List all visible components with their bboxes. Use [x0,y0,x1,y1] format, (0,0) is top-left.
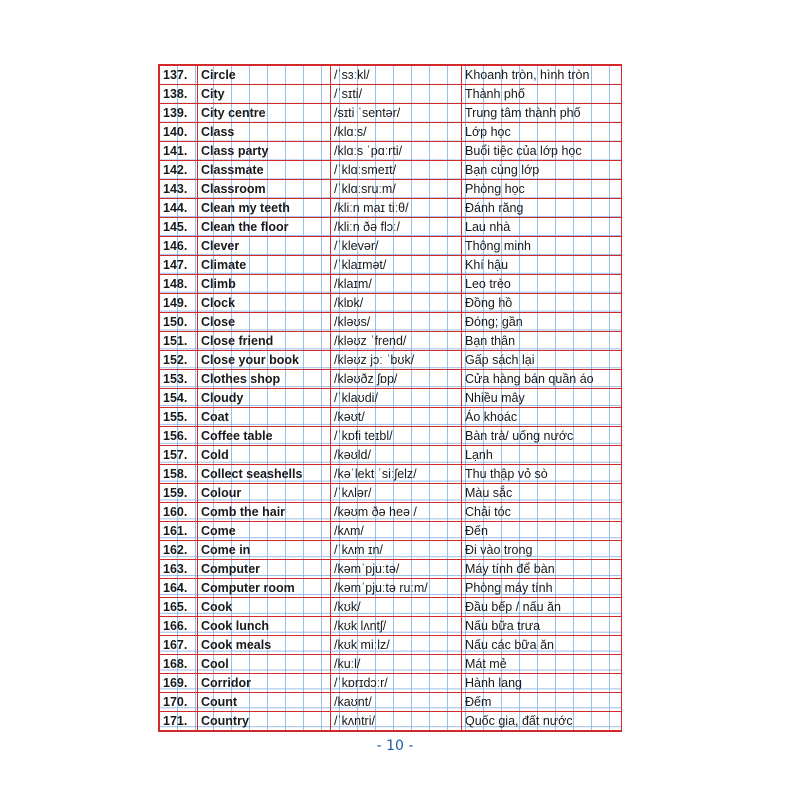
table-row [160,142,622,161]
entry-ipa: /kləʊz ˈfrend/ [331,332,462,351]
entry-word: Climb [198,275,331,294]
entry-number: 166. [160,617,198,636]
entry-word: Clean my teeth [198,199,331,218]
table-row [160,712,622,731]
entry-number: 138. [160,85,198,104]
entry-ipa: /klaɪm/ [331,275,462,294]
table-row [160,351,622,370]
entry-ipa: /kəʊt/ [331,408,462,427]
entry-word: Come in [198,541,331,560]
entry-number: 147. [160,256,198,275]
entry-meaning: Nấu bữa trưa [462,617,622,636]
entry-meaning: Nhiều mây [462,389,622,408]
vocabulary-table-body [160,66,622,731]
entry-ipa: /ˈklɑːsruːm/ [331,180,462,199]
entry-meaning: Leo trèo [462,275,622,294]
entry-word: Computer room [198,579,331,598]
entry-meaning: Phòng học [462,180,622,199]
entry-number: 154. [160,389,198,408]
table-row [160,370,622,389]
entry-number: 144. [160,199,198,218]
entry-number: 141. [160,142,198,161]
entry-word: Class [198,123,331,142]
entry-number: 150. [160,313,198,332]
entry-meaning: Khoanh tròn, hình tròn [462,66,622,85]
entry-number: 156. [160,427,198,446]
entry-ipa: /ˈkɒrɪdɔːr/ [331,674,462,693]
entry-number: 148. [160,275,198,294]
entry-number: 164. [160,579,198,598]
entry-meaning: Áo khoác [462,408,622,427]
entry-ipa: /ˈsɜːkl/ [331,66,462,85]
entry-word: Cold [198,446,331,465]
entry-ipa: /kləʊz jɔː ˈbʊk/ [331,351,462,370]
entry-number: 159. [160,484,198,503]
entry-word: City centre [198,104,331,123]
entry-meaning: Đếm [462,693,622,712]
table-row [160,446,622,465]
entry-ipa: /kʊk lʌntʃ/ [331,617,462,636]
entry-number: 140. [160,123,198,142]
table-row [160,161,622,180]
entry-word: Climate [198,256,331,275]
entry-word: Collect seashells [198,465,331,484]
table-row [160,180,622,199]
entry-number: 168. [160,655,198,674]
entry-word: Close [198,313,331,332]
entry-ipa: /klɑːs ˈpɑːrti/ [331,142,462,161]
entry-word: Colour [198,484,331,503]
entry-word: Count [198,693,331,712]
table-row [160,617,622,636]
entry-meaning: Đồng hồ [462,294,622,313]
table-row [160,503,622,522]
entry-word: Clean the floor [198,218,331,237]
entry-word: Close friend [198,332,331,351]
entry-number: 137. [160,66,198,85]
table-row [160,389,622,408]
table-row [160,655,622,674]
entry-ipa: /kʌm/ [331,522,462,541]
entry-ipa: /ˈklɑːsmeɪt/ [331,161,462,180]
table-row [160,408,622,427]
entry-ipa: /kʊk/ [331,598,462,617]
entry-ipa: /ˈkʌm ɪn/ [331,541,462,560]
entry-number: 157. [160,446,198,465]
entry-word: Circle [198,66,331,85]
entry-meaning: Gấp sách lại [462,351,622,370]
entry-meaning: Bạn cùng lớp [462,161,622,180]
table-row [160,275,622,294]
entry-number: 149. [160,294,198,313]
entry-meaning: Đi vào trong [462,541,622,560]
entry-meaning: Nấu các bữa ăn [462,636,622,655]
entry-number: 163. [160,560,198,579]
entry-meaning: Lớp học [462,123,622,142]
entry-ipa: /ˈsɪti/ [331,85,462,104]
entry-word: Corridor [198,674,331,693]
entry-word: Cook meals [198,636,331,655]
entry-word: Come [198,522,331,541]
entry-meaning: Đánh răng [462,199,622,218]
entry-meaning: Cửa hàng bán quần áo [462,370,622,389]
entry-number: 162. [160,541,198,560]
entry-word: Classroom [198,180,331,199]
table-row [160,484,622,503]
entry-meaning: Màu sắc [462,484,622,503]
table-row [160,218,622,237]
entry-meaning: Chải tóc [462,503,622,522]
table-row [160,427,622,446]
entry-meaning: Phòng máy tính [462,579,622,598]
entry-number: 169. [160,674,198,693]
table-row [160,465,622,484]
entry-number: 152. [160,351,198,370]
entry-number: 142. [160,161,198,180]
entry-meaning: Máy tính để bàn [462,560,622,579]
entry-word: Comb the hair [198,503,331,522]
entry-word: Classmate [198,161,331,180]
entry-number: 161. [160,522,198,541]
entry-meaning: Khí hậu [462,256,622,275]
entry-meaning: Đến [462,522,622,541]
table-row [160,199,622,218]
entry-number: 139. [160,104,198,123]
table-row [160,636,622,655]
entry-number: 151. [160,332,198,351]
entry-number: 165. [160,598,198,617]
table-row [160,66,622,85]
entry-word: Clever [198,237,331,256]
entry-ipa: /kaʊnt/ [331,693,462,712]
entry-meaning: Buổi tiệc của lớp học [462,142,622,161]
entry-word: Coat [198,408,331,427]
table-row [160,674,622,693]
entry-meaning: Thu thập vỏ sò [462,465,622,484]
entry-meaning: Thông minh [462,237,622,256]
table-row [160,85,622,104]
table-row [160,294,622,313]
table-row [160,123,622,142]
entry-ipa: /kləʊðz ʃɒp/ [331,370,462,389]
entry-ipa: /kuːl/ [331,655,462,674]
entry-word: Close your book [198,351,331,370]
entry-meaning: Bàn trà/ uống nước [462,427,622,446]
entry-ipa: /kliːn ðə flɔː/ [331,218,462,237]
entry-ipa: /ˈklaɪmət/ [331,256,462,275]
entry-meaning: Mát mẻ [462,655,622,674]
entry-ipa: /kəmˈpjuːtə/ [331,560,462,579]
entry-meaning: Trung tâm thành phố [462,104,622,123]
entry-number: 146. [160,237,198,256]
entry-word: Cook [198,598,331,617]
entry-ipa: /kəˈlekt ˈsiːʃelz/ [331,465,462,484]
entry-word: Cool [198,655,331,674]
entry-meaning: Đầu bếp / nấu ăn [462,598,622,617]
entry-meaning: Lạnh [462,446,622,465]
table-row [160,579,622,598]
entry-number: 158. [160,465,198,484]
entry-word: Cloudy [198,389,331,408]
entry-number: 170. [160,693,198,712]
entry-number: 155. [160,408,198,427]
table-row [160,256,622,275]
entry-number: 145. [160,218,198,237]
entry-ipa: /kəʊm ðə heə / [331,503,462,522]
table-row [160,104,622,123]
entry-word: Country [198,712,331,731]
table-row [160,332,622,351]
entry-word: Coffee table [198,427,331,446]
entry-ipa: /klɑːs/ [331,123,462,142]
entry-ipa: /ˈklevər/ [331,237,462,256]
entry-word: Class party [198,142,331,161]
entry-word: City [198,85,331,104]
entry-word: Clock [198,294,331,313]
entry-word: Clothes shop [198,370,331,389]
entry-number: 153. [160,370,198,389]
entry-ipa: /kʊk miːlz/ [331,636,462,655]
entry-number: 167. [160,636,198,655]
vocabulary-table [159,65,622,731]
entry-word: Cook lunch [198,617,331,636]
entry-meaning: Hành lang [462,674,622,693]
entry-meaning: Lau nhà [462,218,622,237]
entry-meaning: Quốc gia, đất nước [462,712,622,731]
entry-ipa: /ˈklaʊdi/ [331,389,462,408]
entry-ipa: /kəmˈpjuːtə ruːm/ [331,579,462,598]
entry-ipa: /sɪti ˈsentər/ [331,104,462,123]
table-row [160,522,622,541]
entry-meaning: Thành phố [462,85,622,104]
table-row [160,693,622,712]
entry-number: 171. [160,712,198,731]
entry-ipa: /kəʊld/ [331,446,462,465]
page-number: - 10 - [376,738,414,754]
table-row [160,560,622,579]
entry-ipa: /ˈkʌntri/ [331,712,462,731]
entry-meaning: Đóng; gần [462,313,622,332]
entry-meaning: Bạn thân [462,332,622,351]
entry-number: 143. [160,180,198,199]
entry-ipa: /ˈkʌlər/ [331,484,462,503]
table-row [160,598,622,617]
entry-ipa: /kləʊs/ [331,313,462,332]
table-row [160,313,622,332]
table-row [160,541,622,560]
entry-ipa: /ˈkɒfi teɪbl/ [331,427,462,446]
entry-ipa: /kliːn maɪ tiːθ/ [331,199,462,218]
entry-ipa: /klɒk/ [331,294,462,313]
table-row [160,237,622,256]
entry-number: 160. [160,503,198,522]
vocabulary-sheet [158,64,622,732]
entry-word: Computer [198,560,331,579]
